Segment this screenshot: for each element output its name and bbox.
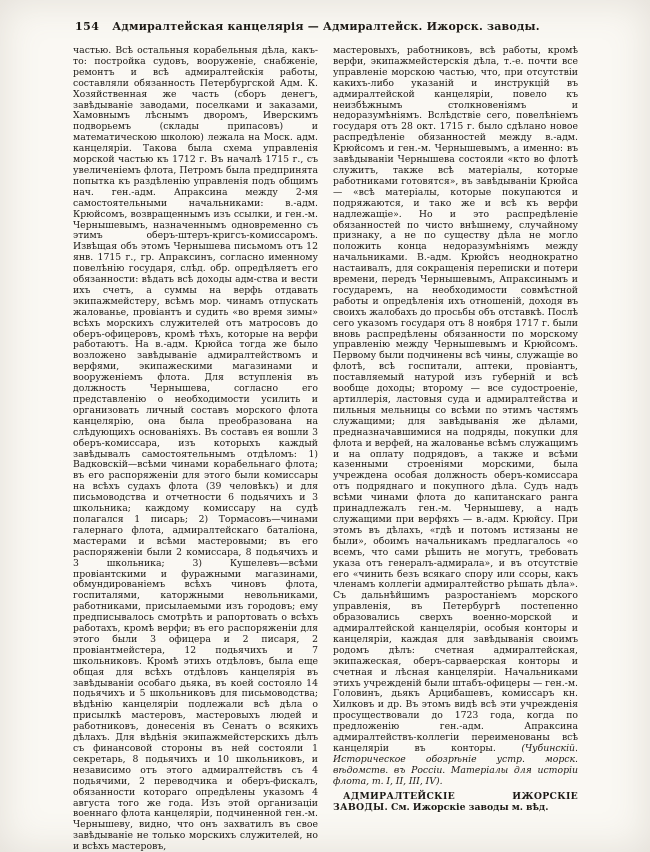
next-entry-title: АДМИРАЛТЕЙСКІЕ ИЖОРСКІЕ ЗАВОДЫ. xyxy=(333,790,578,813)
right-column-text: мастеровыхъ, работниковъ, всѣ работы, кромѣ верфи, экипажмейстерскія дѣла, т.-е. почти все управленіе морскою частью, что, при отсутствіи какихъ-либо указаній и инструкцій въ адмиралтейской канцеляріи, повело къ неизбѣжнымъ столкновеніямъ и недоразумѣніямъ. Вслѣдствіе сего, повелѣніемъ государя отъ 28 окт. 1715 г. было сдѣлано новое распредѣленіе обязанностей между в.-адм. Крюйсомъ и ген.-м. Чернышевымъ, а именно: въ завѣдываніи Чернышева состояли «кто во флотѣ служитъ, также всѣ матеріалы, которые работниками готовятся», въ завѣдываніи Крюйса — «всѣ матеріалы, которые покупаются и подряжаются, и тако же и всѣ къ верфи надлежащіе». Но и это распредѣленіе обязанностей по чисто внѣшнему, случайному признаку, а не по существу дѣла не могло положить конца недоразумѣніямъ между начальниками. В.-адм. Крюйсъ неоднократно настаивалъ, для сокращенія переписки и потери времени, передъ Чернышевымъ, Апраксинымъ и государемъ, на необходимости совмѣстной работы и опредѣленія ихъ отношеній, доходя въ своихъ жалобахъ до просьбы объ отставкѣ. Послѣ сего указомъ государя отъ 8 ноября 1717 г. были вновь распредѣлены обязанности по морскому управленію между Чернышевымъ и Крюйсомъ. Первому были подчинены всѣ чины, служащіе во флотѣ, всѣ госпитали, аптеки, провіантъ, поставляемый натурой изъ губерній и всѣ вообще доходы; второму — все судостроеніе, артиллерія, ластовыя суда и адмиралтейства и пильныя мельницы со всѣми по этимъ частямъ служащими; для завѣдыванія же дѣлами, предназначавшимися на подряды, покупки для флота и верфей, на жалованье всѣмъ служащимъ и на оплату подрядовъ, а также и всѣми казенными строеніями морскими, была учреждена особая должность оберъ-комиссара отъ подряднаго и покупного дѣла. Судъ надъ всѣми чинами флота до капитанскаго ранга принадлежалъ ген.-м. Чернышеву, а надъ служащими при верфяхъ — в.-адм. Крюйсу. При этомъ въ дѣлахъ, «гдѣ и потомъ истязаны не были», обоимъ начальникамъ предлагалось «о всемъ, что сами рѣшить не могутъ, требовать указа отъ генералъ-адмирала», и въ отсутствіе его «чинить безъ всякаго спору или ссоры, какъ членамъ коллегіи адмиралтейство рѣшать дѣла». Съ дальнѣйшимъ разростаніемъ морского управленія, въ Петербургѣ постепенно образовались сверхъ военно-морской и адмиралтейской канцеляріи, особыя конторы и канцеляріи, каждая для завѣдыванія своимъ родомъ дѣлъ: счетная адмиралтейская, экипажеская, оберъ-сарваерская конторы и счетная и лѣсная канцеляріи. Начальниками этихъ учрежденій были штабъ-офицеры — ген.-м. Головинъ, дьякъ Арцибашевъ, комиссаръ кн. Хилковъ и др. Въ этомъ видѣ всѣ эти учрежденія просуществовали до 1723 года, когда по предложенію ген.-адм. Апраксина адмиралтействъ-коллегіи переименованы всѣ канцеляріи въ конторы. xyxy=(333,45,578,754)
two-column-text-block xyxy=(73,46,579,852)
left-column-paragraph: частью. Всѣ остальныя корабельныя дѣла, какъ-то: постройка судовъ, вооруженіе, снабженіе, ремонтъ и всѣ адмиралтейскія работы, составляли обязанность Петербургской Адм. К. Хозяйственная же часть (сборъ денегъ, завѣдываніе заводами, поселками и заказами, Хамовнымъ лѣснымъ дворомъ, Иверскимъ подворьемъ (склады припасовъ) и математическою школою) лежала на Моск. адм. канцеляріи. Такова была схема управленія морской частью къ 1712 г. Въ началѣ 1715 г., съ увеличеніемъ флота, Петромъ была предпринята попытка къ раздѣленію управленія подъ общимъ нач. ген.-адм. Апраксина между 2-мя самостоятельными начальниками: в.-адм. Крюйсомъ, возвращеннымъ изъ ссылки, и ген.-м. Чернышевымъ, назначеннымъ одновременно съ этимъ оберъ-штеръ-кригсъ-комиссаромъ. Извѣщая объ этомъ Чернышева письмомъ отъ 12 янв. 1715 г., гр. Апраксинъ, согласно именному повелѣнію государя, слѣд. обр. опредѣляетъ его обязанности: вѣдать всѣ доходы адм-ства и вести ихъ счетъ, а суммы на верфь отдавать экипажмейстеру, всѣмъ мор. чинамъ отпускать жалованье, провіантъ и судить «во время зимы» всѣхъ морскихъ служителей отъ матросовъ до оберъ-офицеровъ, кромѣ тѣхъ, которые на верфи работаютъ. На в.-адм. Крюйса тогда же было возложено завѣдываніе адмиралтействомъ и верфями, экипажескими магазинами и вооруженіемъ флота. Для вступленія въ должность Чернышева, согласно его представленію о необходимости усилить и организовать личный составъ морского флота канцелярію, она была преобразована на слѣдующихъ основаніяхъ. Въ составъ ея вошли 3 оберъ-комиссара, изъ которыхъ каждый завѣдывалъ самостоятельнымъ отдѣломъ: 1) Вадковскій—всѣми чинами корабельнаго флота; въ его распоряженіи для этого были комиссары на всѣхъ судахъ флота (39 человѣкъ) и для письмоводства и отчетности 6 подьячихъ и 3 школьника; каждому комиссару на судѣ полагался 1 писарь; 2) Тормасовъ—чинами галернаго флота, адмиралтейскаго баталіона, мастерами и всѣми мастеровыми; въ его распоряженіи были 2 комиссара, 8 подьячихъ и 3 школьника; 3) Кушелевъ—всѣми провіантскими и фуражными магазинами, обмундированіемъ всѣхъ чиновъ флота, госпиталями, каторжными невольниками, работниками, присылаемыми изъ городовъ; ему предписывалось смотрѣть и рапортовать о всѣхъ работахъ, кромѣ верфи; въ его распоряженіи для этого были 3 офицера и 2 писаря, 2 провіантмейстера, 12 подьячихъ и 7 школьниковъ. Кромѣ этихъ отдѣловъ, была еще общая для всѣхъ отдѣловъ канцелярія въ завѣдываніи особаго дьяка, въ коей состояло 14 подьячихъ и 5 школьниковъ для письмоводства; вѣдѣнію канцеляріи подлежали всѣ дѣла о присылкѣ мастеровъ, мастеровыхъ людей и работниковъ, донесенія въ Сенатъ о всякихъ дѣлахъ. Для вѣдѣнія экипажмейстерскихъ дѣлъ съ финансовой стороны въ ней состояли 1 секретарь, 8 подьячихъ и 10 школьниковъ, и независимо отъ этого адмиралтействъ съ 4 подьячими, 2 переводчика и оберъ-фискалъ, обязанности котораго опредѣлены указомъ 4 августа того же года. Изъ этой организаціи военнаго флота канцеляріи, подчиненной ген.-м. Чернышеву, видно, что онъ захватилъ въ свое завѣдываніе не только морскихъ служителей, но и всѣхъ мастеровъ, xyxy=(73,45,318,852)
next-entry xyxy=(333,792,578,814)
next-entry-text: См. Ижорскіе заводы м. вѣд. xyxy=(388,801,549,813)
page-number: 154 xyxy=(75,20,100,33)
running-title: Адмиралтейская канцелярія — Адмиралтейск. Ижорск. заводы. xyxy=(112,20,540,33)
bibliographic-reference: (Чубинскій. Историческое обозрѣніе устр. морск. вѣдомств. въ Россіи. Матеріалы для исторіи флота, т. I, II, III, IV). xyxy=(333,743,578,787)
page-content xyxy=(73,20,579,852)
right-column xyxy=(333,46,578,852)
page-header xyxy=(73,20,579,36)
left-column xyxy=(73,46,318,852)
right-column-paragraph xyxy=(333,46,578,788)
